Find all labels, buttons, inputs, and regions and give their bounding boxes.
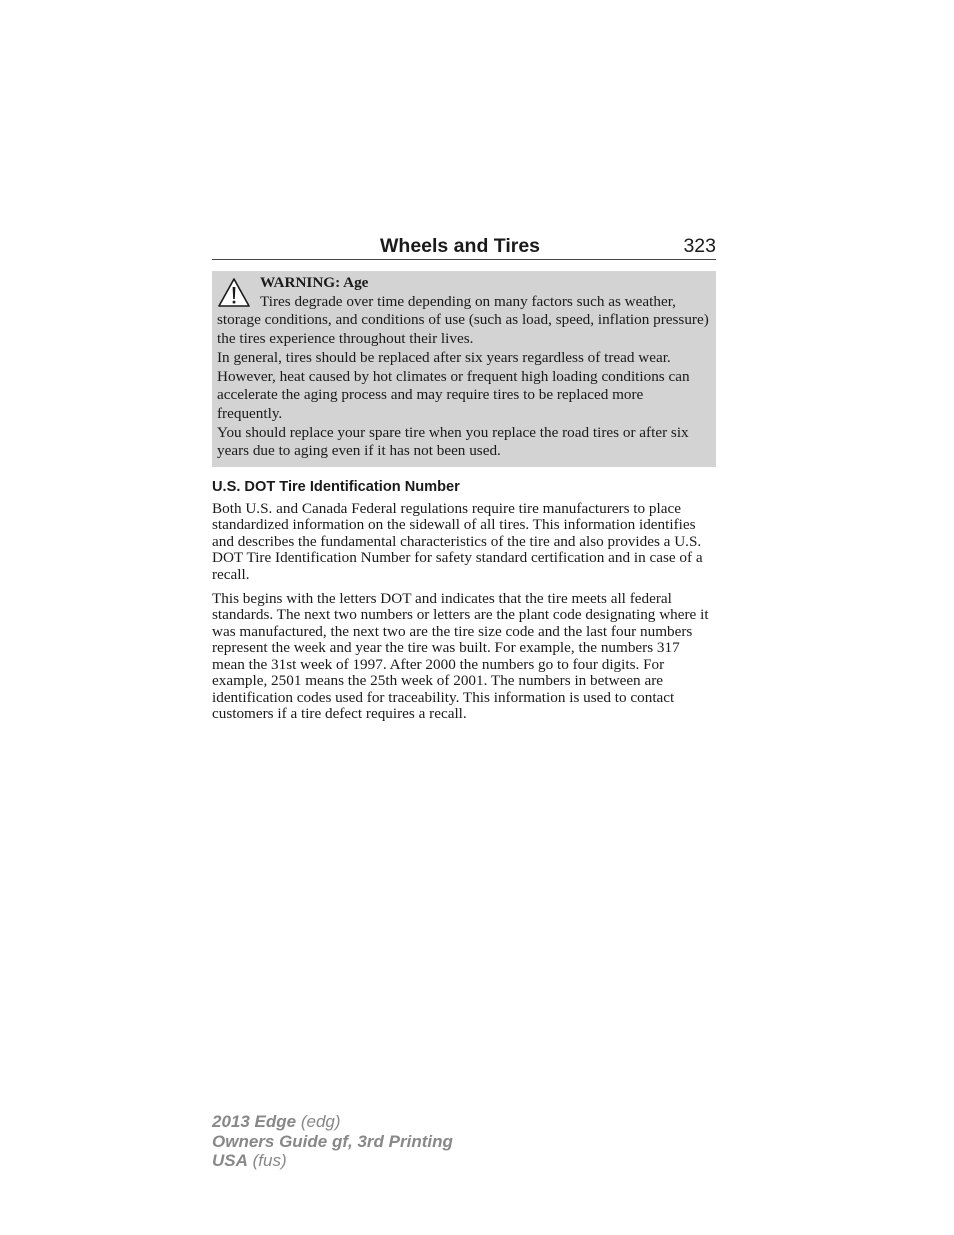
- footer-model-code: (edg): [296, 1112, 341, 1131]
- footer-model: 2013 Edge: [212, 1112, 297, 1131]
- warning-box: [212, 271, 716, 467]
- manual-page: [212, 230, 716, 730]
- page-number: 323: [683, 235, 716, 257]
- footer-market: USA: [212, 1151, 248, 1170]
- warning-triangle-icon: [218, 277, 250, 309]
- warning-paragraph: In general, tires should be replaced after six years regardless of tread wear. However, heat caused by hot climates or frequent high loading conditions can accelerate the aging process and may require tires to be replaced more frequently.: [217, 348, 690, 422]
- warning-paragraph: You should replace your spare tire when you replace the road tires or after six years due to aging even if it has not been used.: [217, 423, 689, 460]
- page-header: [212, 230, 716, 260]
- page-footer: [212, 1112, 453, 1171]
- section-heading: U.S. DOT Tire Identification Number: [212, 479, 460, 496]
- footer-line: [212, 1132, 453, 1152]
- footer-line: [212, 1151, 453, 1171]
- footer-market-code: (fus): [247, 1151, 287, 1170]
- body-paragraph: Both U.S. and Canada Federal regulations require tire manufacturers to place standardized information on the sidewall of all tires. This information identifies and describes the fundamental characteristics of the tire and also provides a U.S. DOT Tire Identification Number for safety standard certification and in case of a recall.: [212, 500, 703, 583]
- warning-paragraph: Tires degrade over time depending on many factors such as weather, storage conditions, and conditions of use (such as load, speed, inflation pressure) the tires experience throughout their lives.: [217, 292, 709, 348]
- warning-title: WARNING: Age: [260, 274, 369, 291]
- chapter-title: Wheels and Tires: [380, 235, 541, 257]
- footer-guide: Owners Guide gf, 3rd Printing: [212, 1131, 453, 1151]
- body-paragraph: This begins with the letters DOT and indicates that the tire meets all federal standards. The next two numbers or letters are the plant code designating where it was manufactured, the next two are the tire size code and the last four numbers represent the week and year the tire was built. For example, the numbers 317 mean the 31st week of 1997. After 2000 the numbers go to four digits. For example, 2501 means the 25th week of 2001. The numbers in between are identification codes used for traceability. This information is used to contact customers if a tire defect requires a recall.: [212, 590, 709, 722]
- footer-line: [212, 1112, 453, 1132]
